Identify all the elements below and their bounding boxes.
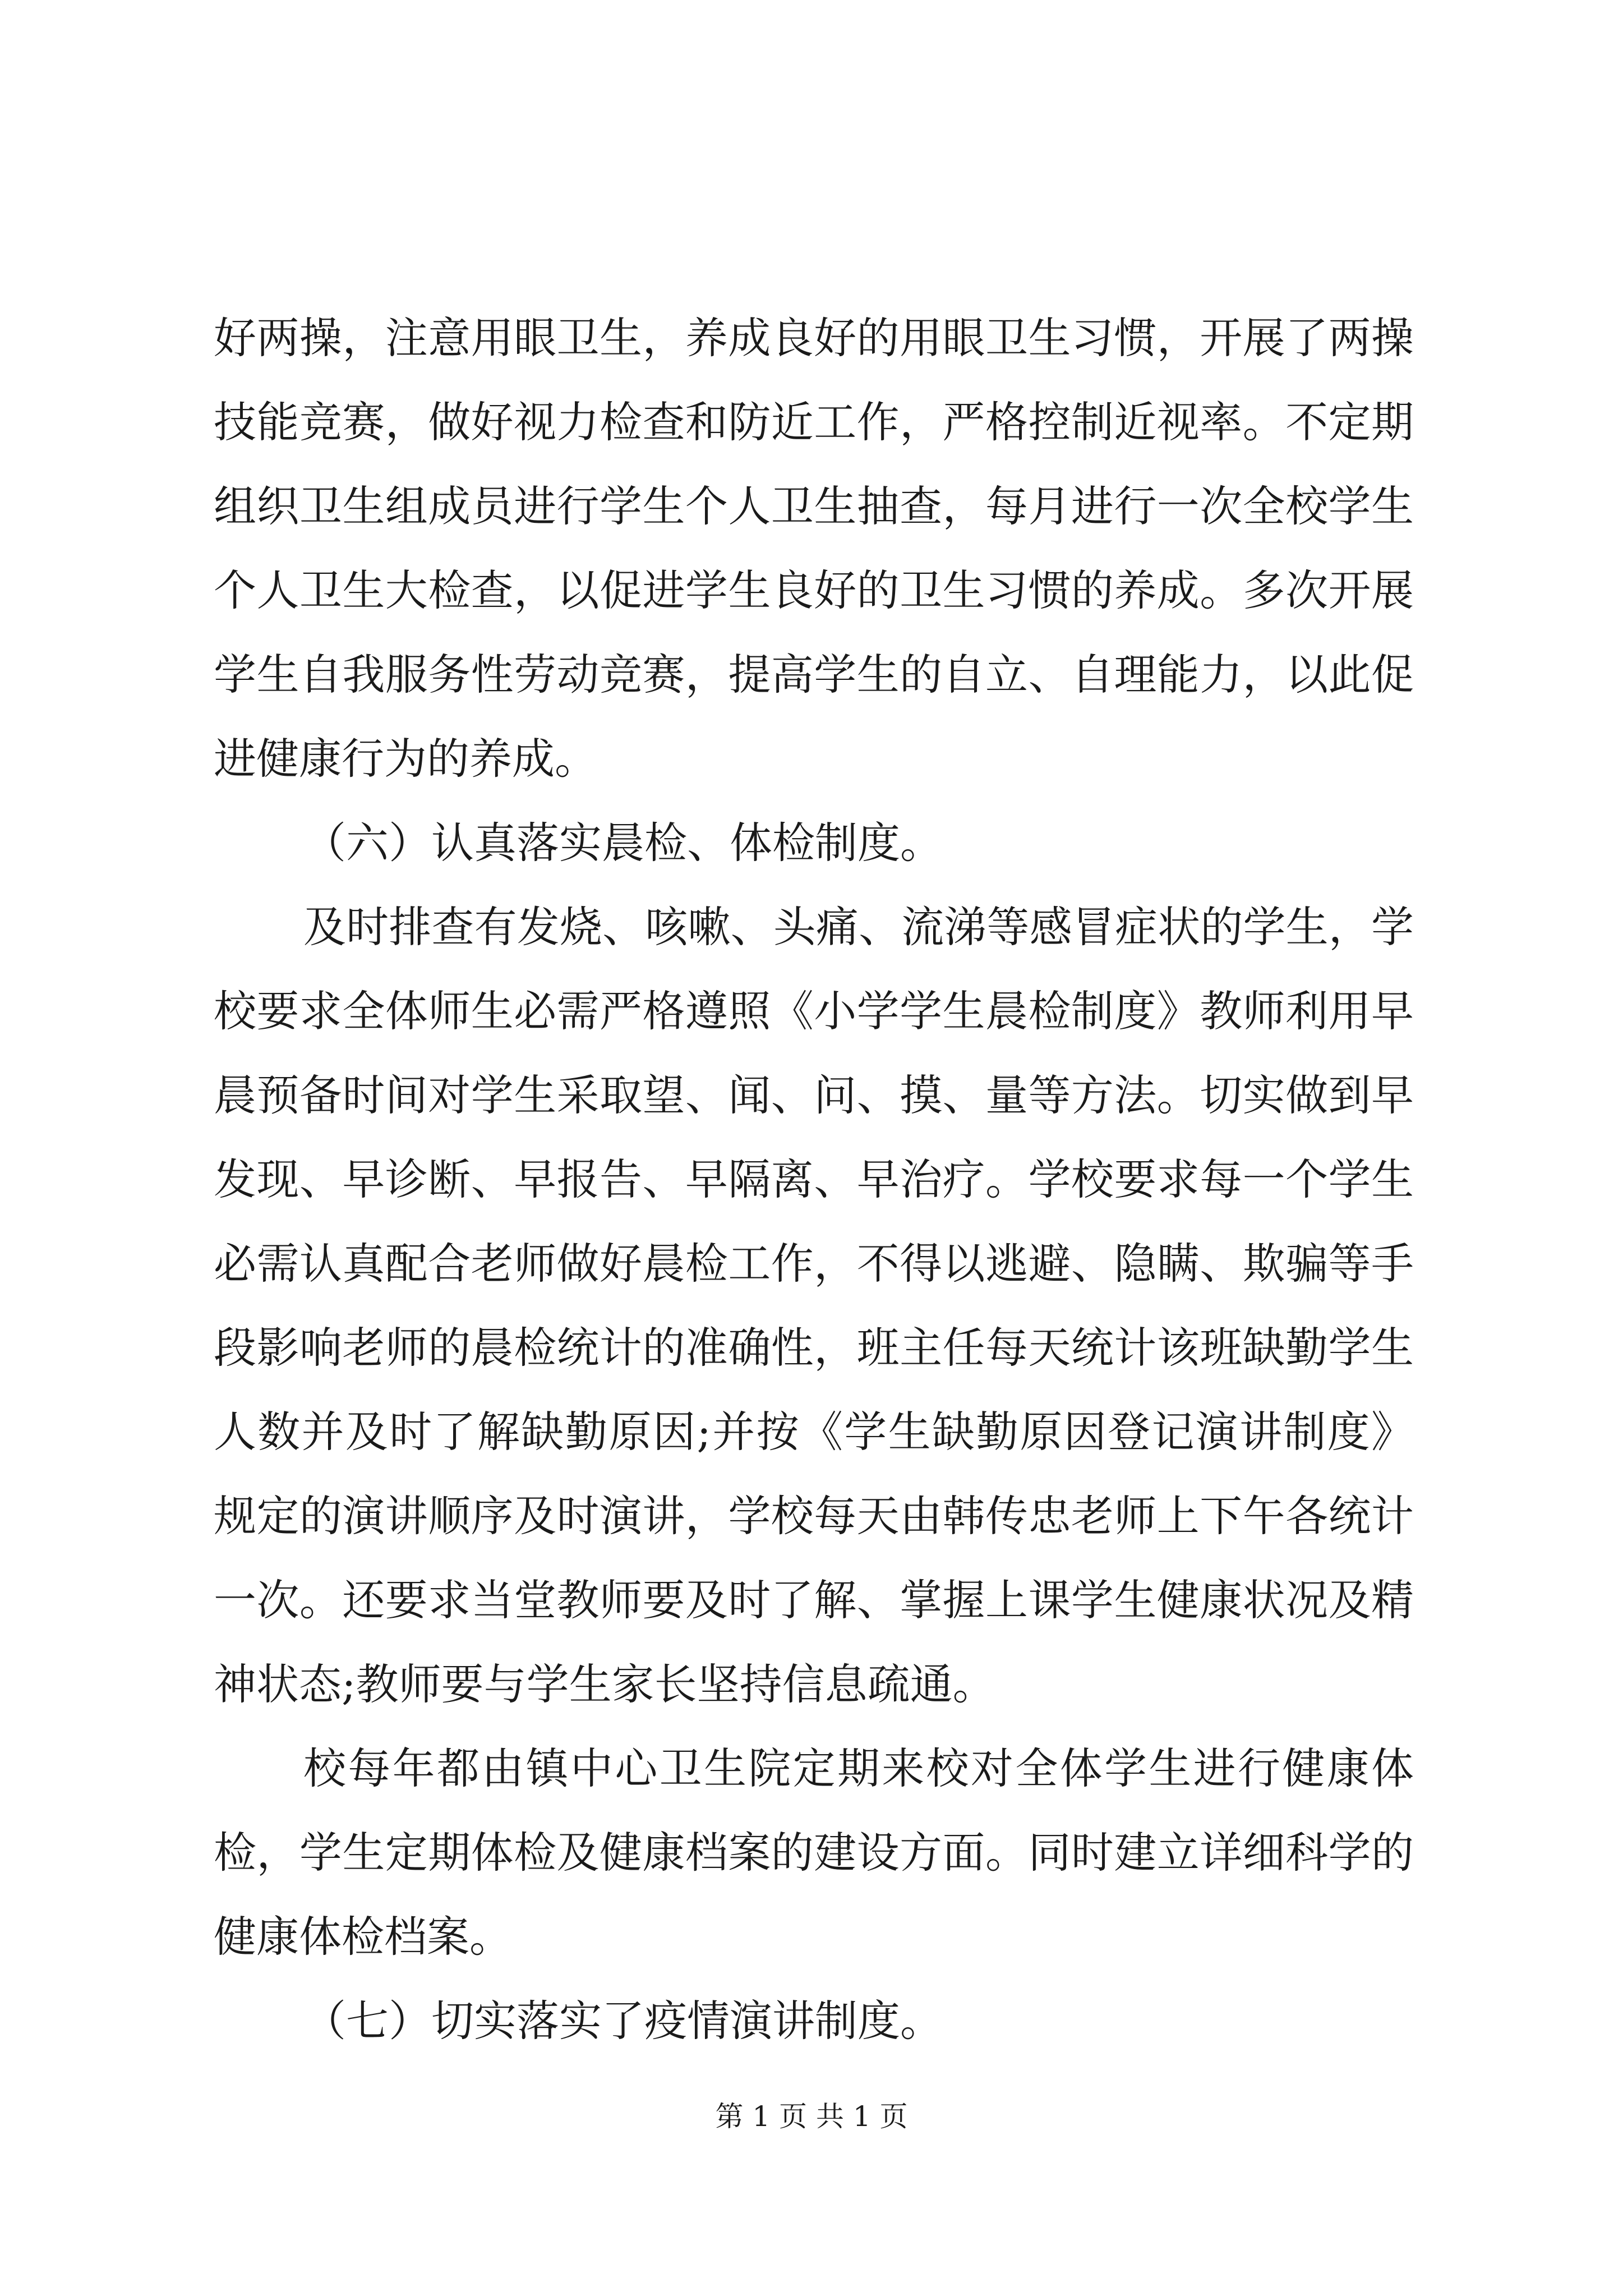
text-line: 健康体检档案。: [214, 1912, 512, 1962]
text-line: 神状态;教师要与学生家长坚持信息疏通。: [214, 1659, 995, 1709]
text-line: 学生自我服务性劳动竞赛，提高学生的自立、自理能力，以此促: [214, 650, 1414, 700]
text-line: 组织卫生组成员进行学生个人卫生抽查，每月进行一次全校学生: [214, 481, 1414, 531]
paragraph-hygiene-habits: [214, 296, 1414, 801]
text-line: 好两操，注意用眼卫生，养成良好的用眼卫生习惯，开展了两操: [214, 313, 1414, 363]
text-line: 检，学生定期体检及健康档案的建设方面。同时建立详细科学的: [214, 1828, 1414, 1878]
text-line: 晨预备时间对学生采取望、闻、问、摸、量等方法。切实做到早: [214, 1070, 1414, 1120]
section-heading-6: （六）认真落实晨检、体检制度。: [303, 818, 943, 868]
text-line: 段影响老师的晨检统计的准确性，班主任每天统计该班缺勤学生: [214, 1323, 1414, 1373]
text-line: 规定的演讲顺序及时演讲，学校每天由韩传忠老师上下午各统计: [214, 1491, 1414, 1541]
text-line: 进健康行为的养成。: [214, 734, 597, 784]
section-heading-7: （七）切实落实了疫情演讲制度。: [303, 1996, 943, 2046]
text-line: 校每年都由镇中心卫生院定期来校对全体学生进行健康体: [303, 1743, 1414, 1793]
page-number-footer: 第 1 页 共 1 页: [715, 2100, 908, 2133]
text-line: 校要求全体师生必需严格遵照《小学学生晨检制度》教师利用早: [214, 986, 1414, 1036]
text-line: 及时排查有发烧、咳嗽、头痛、流涕等感冒症状的学生，学: [303, 902, 1414, 952]
paragraph-morning-check: [214, 885, 1414, 1727]
text-line: 一次。还要求当堂教师要及时了解、掌握上课学生健康状况及精: [214, 1575, 1414, 1625]
paragraph-health-exam: [214, 1727, 1414, 1979]
text-line: 个人卫生大检查，以促进学生良好的卫生习惯的养成。多次开展: [214, 565, 1414, 615]
text-line: 人数并及时了解缺勤原因;并按《学生缺勤原因登记演讲制度》: [214, 1407, 1414, 1457]
text-line: 发现、早诊断、早报告、早隔离、早治疗。学校要求每一个学生: [214, 1154, 1414, 1204]
document-body: [214, 296, 1414, 2063]
text-line: 技能竞赛，做好视力检查和防近工作，严格控制近视率。不定期: [214, 397, 1414, 447]
text-line: 必需认真配合老师做好晨检工作，不得以逃避、隐瞒、欺骗等手: [214, 1239, 1414, 1289]
